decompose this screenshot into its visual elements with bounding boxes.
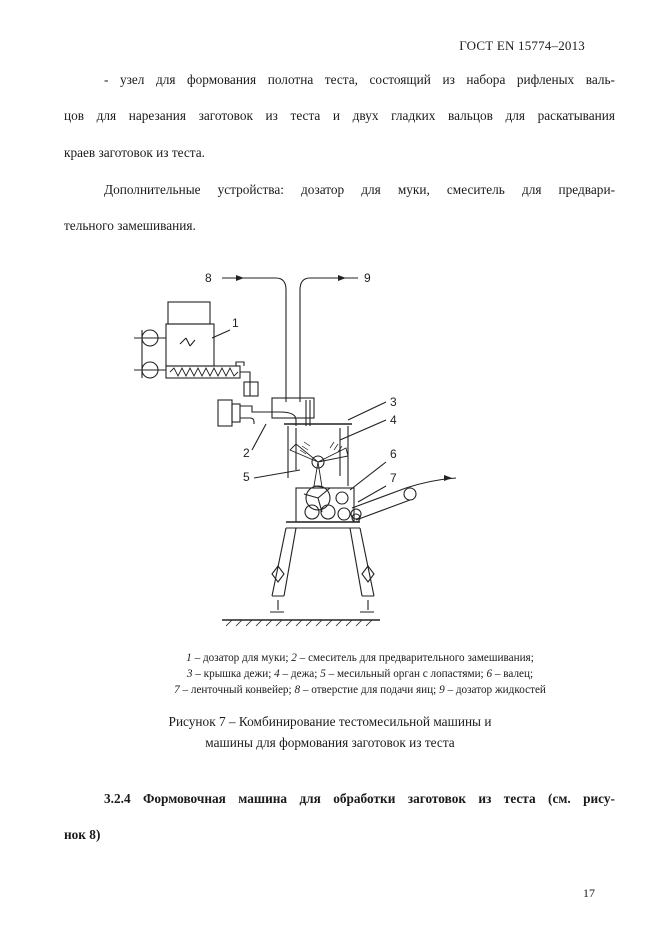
leader-1 (212, 330, 230, 338)
callout-8: 8 (205, 271, 212, 285)
belt-conveyor (352, 475, 456, 522)
machine-figure (120, 258, 600, 638)
callout-2: 2 (243, 446, 250, 460)
paragraph-2-line-2: тельного замешивания. (64, 218, 196, 233)
section-heading-line-2: нок 8) (64, 827, 101, 842)
callout-4: 4 (390, 413, 397, 427)
leader-3 (348, 402, 386, 420)
figure-legend-line-2: 3 – крышка дежи; 4 – дежа; 5 – месильный орган с лопастями; 6 – валец; (186, 668, 534, 680)
figure-legend-line-3: 7 – ленточный конвейер; 8 – отверстие для подачи яиц; 9 – дозатор жидкостей (174, 684, 546, 696)
callout-6: 6 (390, 447, 397, 461)
leader-2 (252, 424, 266, 450)
paragraph-1-line-3: краев заготовок из теста. (64, 145, 206, 160)
leader-7 (358, 486, 386, 502)
figure-legend-line-1: 1 – дозатор для муки; 2 – смеситель для предварительного замешивания; (186, 652, 534, 664)
paragraph-1-line-2: цов для нарезания заготовок из теста и двух гладких вальцов для раскатывания (64, 108, 615, 123)
callout-3: 3 (390, 395, 397, 409)
leader-5 (254, 470, 300, 478)
machine-stand (270, 522, 374, 612)
supply-lines (222, 275, 358, 402)
paragraph-1-line-1: - узел для формования полотна теста, состоящий из набора рифленых валь- (104, 72, 615, 87)
callout-7: 7 (390, 471, 397, 485)
floor (222, 620, 380, 626)
section-heading-line-1: 3.2.4 Формовочная машина для обработки заготовок из теста (см. рису- (104, 791, 615, 806)
callout-1: 1 (232, 316, 239, 330)
callout-5: 5 (243, 470, 250, 484)
callout-9: 9 (364, 271, 371, 285)
leader-6 (350, 462, 386, 490)
figure-title-line-1: Рисунок 7 – Комбинирование тестомесильной машины и (168, 714, 492, 729)
figure-title-line-2: машины для формования заготовок из теста (205, 735, 455, 750)
kneading-bowl (284, 424, 352, 512)
leader-4 (340, 420, 386, 440)
document-header: ГОСТ EN 15774–2013 (459, 38, 585, 53)
page-number: 17 (583, 886, 595, 900)
paragraph-2-line-1: Дополнительные устройства: дозатор для муки, смеситель для предвари- (104, 182, 615, 197)
